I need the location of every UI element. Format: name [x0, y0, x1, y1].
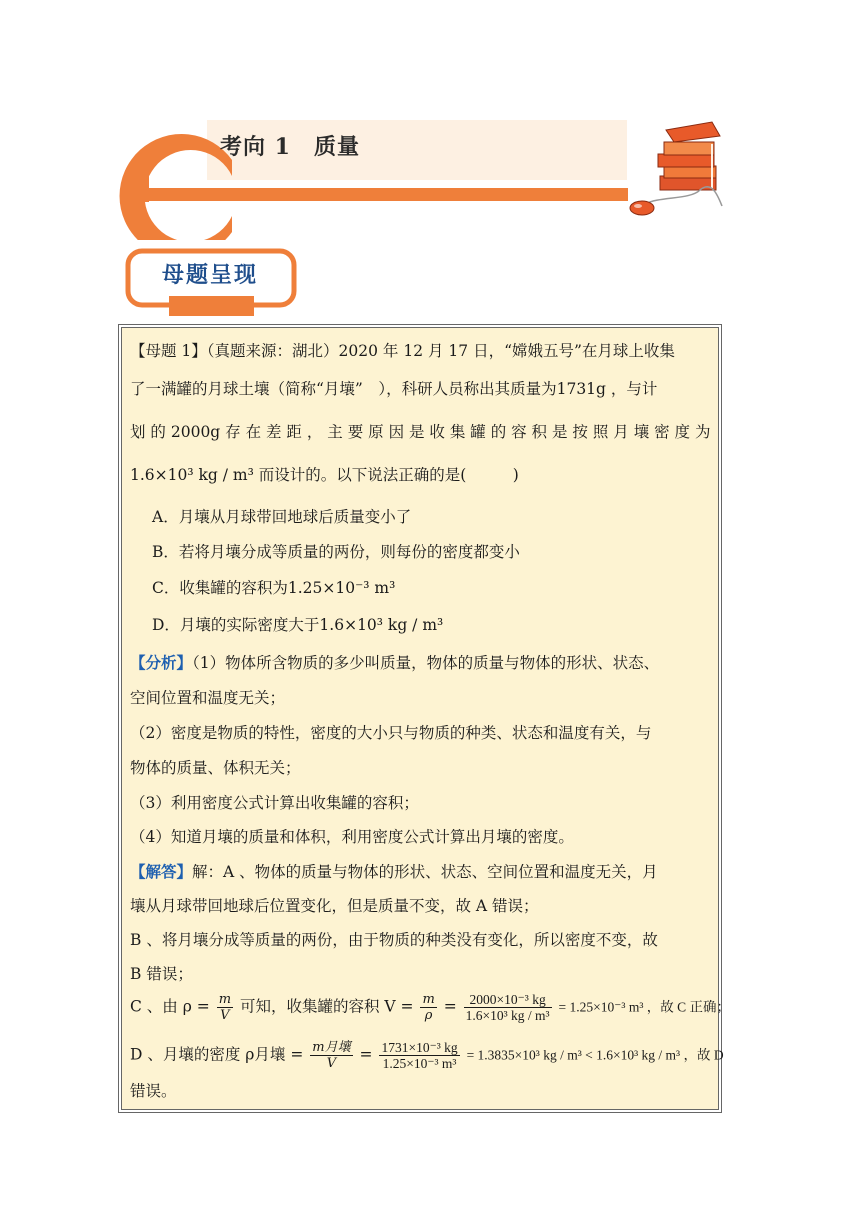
header-banner — [0, 0, 860, 240]
solution-text-1: 解：A 、物体的质量与物体的形状、状态、空间位置和温度无关，月 — [192, 863, 658, 881]
book-stack-icon — [658, 122, 720, 190]
solution-last-line: 错误。 — [130, 1082, 177, 1100]
mouse-icon — [630, 187, 722, 215]
question-line-4: 1.6×10³ kg / m³ 而设计的。以下说法正确的是( ) — [130, 466, 519, 484]
analysis-line-3: （2）密度是物质的特性，密度的大小只与物质的种类、状态和温度有关，与 — [130, 724, 652, 742]
fraction-mass-over-volume: $\frac{\text{m月壤}}{V}$ — [312, 1040, 351, 1071]
section-tag: 母题呈现 — [161, 262, 258, 288]
solution-c-line: C 、由 ρ = $\frac{m}{V}$ 可知，收集罐的容积 V = $\frac{m}{\rho}$ = $\frac{\text{2000×10⁻³ kg}}{\text{1.6×10³ kg / m³}}$ = 1.25×10⁻³ m³ ，故 C 正确； — [130, 992, 730, 1023]
option-a: A．月壤从月球带回地球后质量变小了 — [152, 508, 412, 526]
option-b: B．若将月壤分成等质量的两份，则每份的密度都变小 — [152, 543, 520, 561]
solution-d-line: D 、月壤的密度 ρ月壤 = $\frac{\text{m月壤}}{V}$ = $\frac{\text{1731×10⁻³ kg}}{\text{1.25×10⁻³ m³}}$ = 1.3835×10³ kg / m³ < 1.6×10³ kg / m³ ，故 D — [130, 1040, 724, 1071]
question-line-3: 划 的 2000g 存 在 差 距 ， 主 要 原 因 是 收 集 罐 的 容 积 是 按 照 月 壤 密 度 为 — [130, 423, 711, 441]
analysis-text-1: （1）物体所含物质的多少叫质量，物体的质量与物体的形状、状态、 — [192, 654, 660, 672]
solution-label: 【解答】 — [130, 862, 193, 881]
fraction-m-over-v: $\frac{m}{V}$ — [218, 992, 232, 1023]
option-c: C．收集罐的容积为1.25×10⁻³ m³ — [152, 579, 396, 597]
option-d: D．月壤的实际密度大于1.6×10³ kg / m³ — [152, 616, 444, 634]
fraction-volume-calc: $\frac{\text{2000×10⁻³ kg}}{\text{1.6×10³ kg / m³}}$ — [465, 992, 550, 1023]
analysis-label: 【分析】 — [130, 653, 193, 672]
fraction-density-calc: $\frac{\text{1731×10⁻³ kg}}{\text{1.25×10⁻³ m³}}$ — [381, 1040, 458, 1071]
question-line-2: 了一满罐的月球土壤（简称“月壤” ），科研人员称出其质量为1731g ，与计 — [130, 380, 658, 398]
orange-bar — [135, 188, 628, 201]
question-line-1: 【母题 1】（真题来源：湖北）2020 年 12 月 17 日，“嫦娥五号”在月球上收集 — [130, 342, 675, 360]
analysis-line-5: （3）利用密度公式计算出收集罐的容积； — [130, 794, 419, 812]
solution-line-4: B 错误； — [130, 965, 193, 983]
solution-line-2: 壤从月球带回地球后位置变化，但是质量不变，故 A 错误； — [130, 897, 539, 915]
section-title: 考向 1 质量 — [220, 134, 360, 160]
solution-line-3: B 、将月壤分成等质量的两份，由于物质的种类没有变化，所以密度不变，故 — [130, 931, 658, 949]
fraction-m-over-rho: $\frac{m}{\rho}$ — [422, 992, 435, 1023]
analysis-line-2: 空间位置和温度无关； — [130, 689, 286, 707]
solution-line-1 — [130, 861, 658, 883]
analysis-line-6: （4）知道月壤的质量和体积，利用密度公式计算出月壤的密度。 — [130, 828, 574, 846]
analysis-line-1 — [130, 652, 659, 674]
analysis-line-4: 物体的质量、体积无关； — [130, 759, 301, 777]
